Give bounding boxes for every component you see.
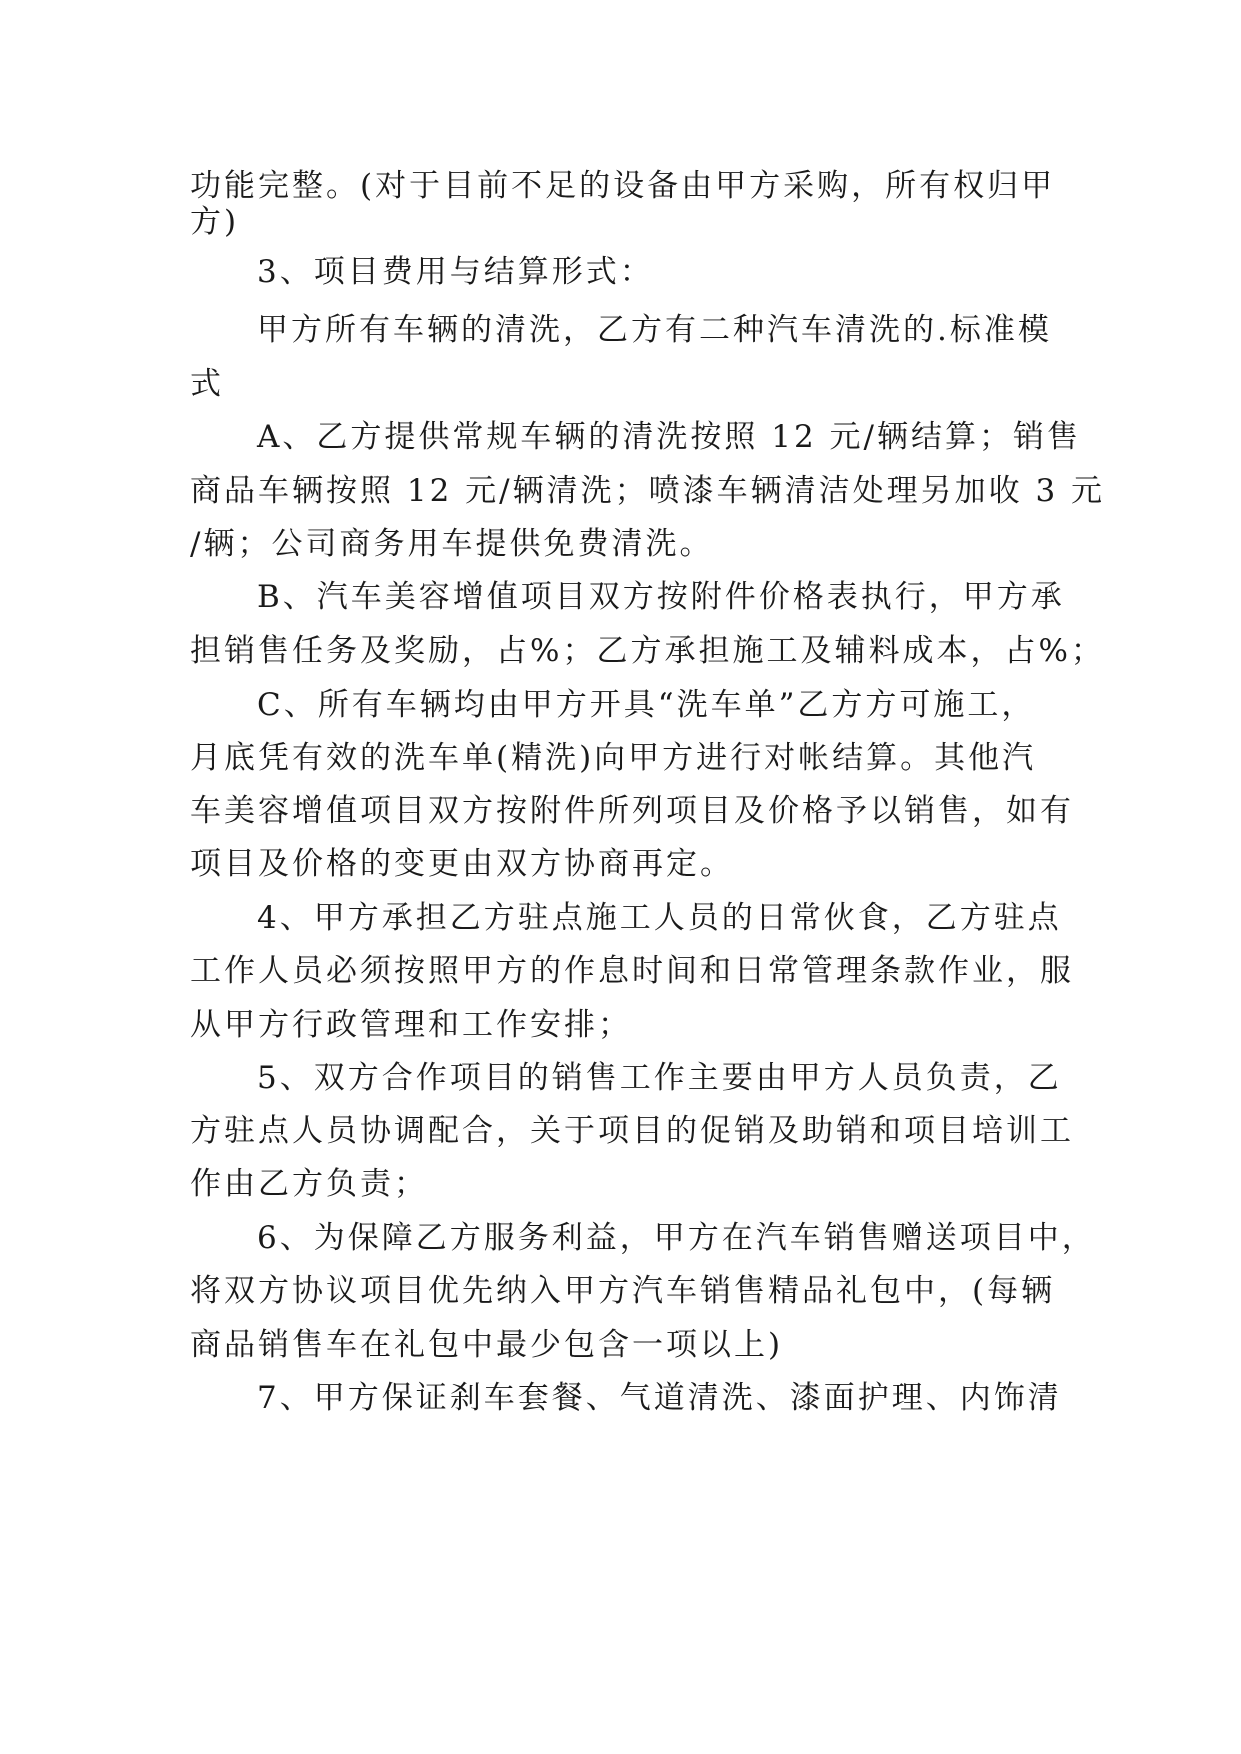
paragraph-line: 5、双方合作项目的销售工作主要由甲方人员负责，乙 [257, 1060, 1062, 1096]
text-line: /辆；公司商务用车提供免费清洗。 [190, 526, 714, 562]
text-line: 将双方协议项目优先纳入甲方汽车销售精品礼包中，(每辆 [190, 1273, 1056, 1309]
paragraph-line: B、汽车美容增值项目双方按附件价格表执行，甲方承 [257, 579, 1065, 615]
text-line: 方驻点人员协调配合，关于项目的促销及助销和项目培训工 [190, 1113, 1074, 1149]
text-line: 项目及价格的变更由双方协商再定。 [190, 846, 734, 882]
text-line: 工作人员必须按照甲方的作息时间和日常管理条款作业，服 [190, 953, 1074, 989]
text-line: 月底凭有效的洗车单(精洗)向甲方进行对帐结算。其他汽 [190, 740, 1037, 776]
paragraph-line: C、所有车辆均由甲方开具“洗车单”乙方方可施工， [257, 687, 1036, 723]
paragraph-line: A、乙方提供常规车辆的清洗按照 12 元/辆结算；销售 [257, 419, 1081, 455]
paragraph-line: 甲方所有车辆的清洗，乙方有二种汽车清洗的.标准模 [257, 312, 1052, 348]
text-line: 车美容增值项目双方按附件所列项目及价格予以销售，如有 [190, 793, 1074, 829]
text-line: 式 [190, 366, 224, 402]
text-line: 功能完整。(对于目前不足的设备由甲方采购，所有权归甲 [190, 168, 1056, 204]
text-line: 方) [190, 204, 240, 240]
text-line: 商品车辆按照 12 元/辆清洗；喷漆车辆清洁处理另加收 3 元 [190, 473, 1106, 509]
text-line: 作由乙方负责； [190, 1166, 428, 1202]
paragraph-line: 4、甲方承担乙方驻点施工人员的日常伙食，乙方驻点 [257, 900, 1062, 936]
paragraph-line: 7、甲方保证刹车套餐、气道清洗、漆面护理、内饰清 [257, 1380, 1062, 1416]
text-line: 从甲方行政管理和工作安排； [190, 1007, 632, 1043]
paragraph-line: 6、为保障乙方服务利益，甲方在汽车销售赠送项目中， [257, 1220, 1096, 1256]
section-heading: 3、项目费用与结算形式： [257, 254, 654, 290]
text-line: 担销售任务及奖励，占%；乙方承担施工及辅料成本，占%； [190, 633, 1105, 669]
text-line: 商品销售车在礼包中最少包含一项以上) [190, 1327, 784, 1363]
